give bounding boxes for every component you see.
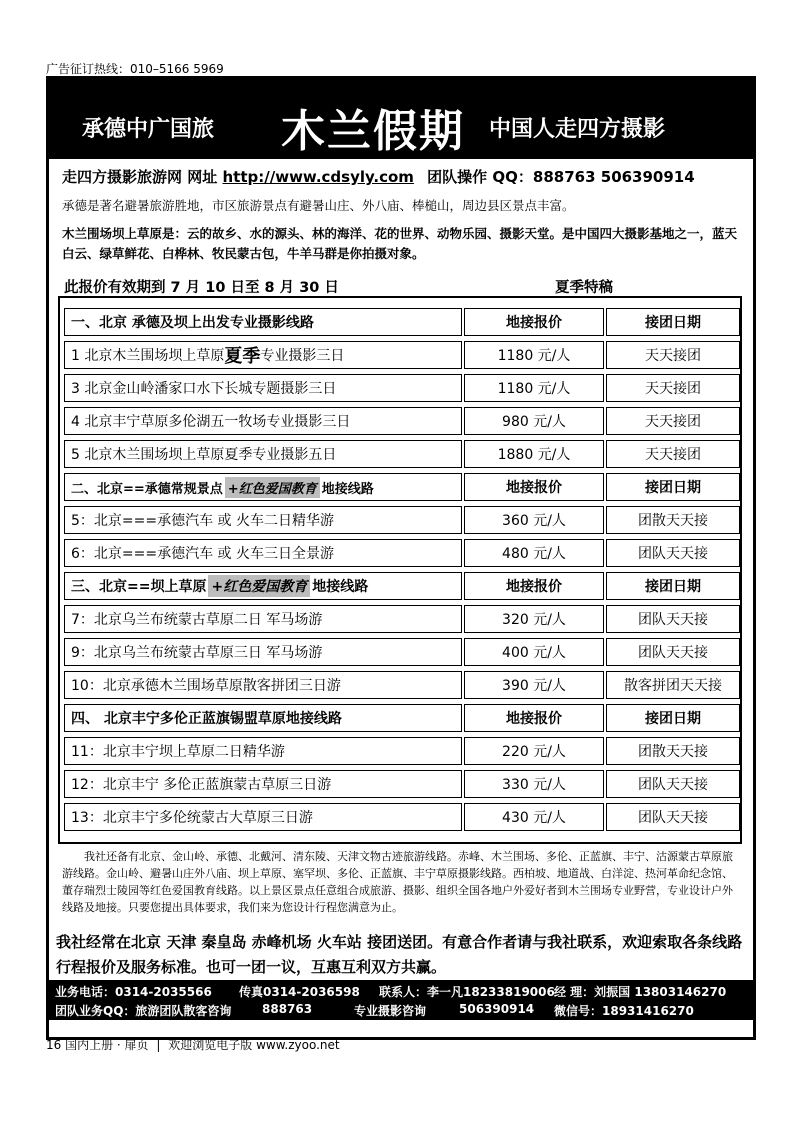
route-name: 13：北京丰宁多伦统蒙古大草原三日游 xyxy=(64,803,462,831)
route-schedule: 散客拼团天天接 xyxy=(606,671,740,699)
section-title xyxy=(64,572,462,600)
season-emphasis: 夏季 xyxy=(224,346,261,367)
validity-period: 此报价有效期到 7 月 10 日至 8 月 30 日 xyxy=(64,280,339,296)
route-price: 1880 元/人 xyxy=(464,440,604,468)
table-row xyxy=(64,341,740,369)
contact-bar xyxy=(49,980,753,1020)
route-name: 4 北京丰宁草原多伦湖五一牧场专业摄影三日 xyxy=(64,407,462,435)
banner-slogan: 中国人走四方摄影 xyxy=(489,117,666,142)
section-title-part: 三、北京==坝上草原 xyxy=(71,579,207,595)
table-row xyxy=(64,374,740,402)
price-header: 地接报价 xyxy=(464,308,604,336)
route-price: 360 元/人 xyxy=(464,506,604,534)
route-name: 5 北京木兰围场坝上草原夏季专业摄影五日 xyxy=(64,440,462,468)
intro-text: 承德是著名避暑旅游胜地，市区旅游景点有避暑山庄、外八庙、棒槌山，周边县区景点丰富。 xyxy=(62,198,575,213)
section-title-part: 地接线路 xyxy=(321,481,374,497)
banner-agency: 承德中广国旅 xyxy=(82,117,215,142)
table-row xyxy=(64,638,740,666)
price-header: 地接报价 xyxy=(464,473,604,501)
header-banner xyxy=(49,79,753,159)
section-title: 一、北京 承德及坝上出发专业摄影线路 xyxy=(64,308,462,336)
route-name-part: 专业摄影三日 xyxy=(260,348,345,364)
route-schedule: 团散天天接 xyxy=(606,506,740,534)
route-schedule: 天天接团 xyxy=(606,407,740,435)
section-header xyxy=(64,572,740,600)
red-education-highlight: +红色爱国教育 xyxy=(208,575,310,597)
website-link[interactable]: http://www.cdsyly.com xyxy=(222,168,414,186)
table-row xyxy=(64,407,740,435)
section-name: 国内上册 · 扉页 xyxy=(65,1038,149,1052)
route-schedule: 团队天天接 xyxy=(606,605,740,633)
route-name: 10：北京承德木兰围场草原散客拼团三日游 xyxy=(64,671,462,699)
table-row xyxy=(64,737,740,765)
page-footer xyxy=(46,1036,340,1053)
route-name: 7：北京乌兰布统蒙古草原二日 军马场游 xyxy=(64,605,462,633)
route-name-part: 1 北京木兰围场坝上草原 xyxy=(71,348,225,364)
cooperation-note: 我社经常在北京 天津 秦皇岛 赤峰机场 火车站 接团送团。有意合作者请与我社联系，欢迎索取各条线路行程报价及服务标准。也可一团一议，互惠互利双方共赢。 xyxy=(56,933,743,976)
price-table xyxy=(58,296,742,844)
qq-label: 团队操作 QQ： xyxy=(427,168,533,186)
route-schedule: 团队天天接 xyxy=(606,638,740,666)
section-header xyxy=(64,308,740,336)
route-price: 220 元/人 xyxy=(464,737,604,765)
route-price: 980 元/人 xyxy=(464,407,604,435)
grassland-description: 木兰围场坝上草原是：云的故乡、水的源头、林的海洋、花的世界、动物乐园、摄影天堂。是中国四大摄影基地之一，蓝天白云、绿草鲜花、白桦林、牧民蒙古包，牛羊马群是你拍摄对象。 xyxy=(62,226,738,261)
route-name: 9：北京乌兰布统蒙古草原三日 军马场游 xyxy=(64,638,462,666)
price-header: 地接报价 xyxy=(464,572,604,600)
fax-number: 传真0314-2036598 xyxy=(239,985,360,999)
qq-numbers: 888763 506390914 xyxy=(532,168,695,186)
date-header: 接团日期 xyxy=(606,308,740,336)
additional-routes-note: 我社还备有北京、金山岭、承德、北戴河、清东陵、天津文物古迹旅游线路。赤峰、木兰围场、多伦、正蓝旗、丰宁、沽源蒙古草原旅游线路。金山岭、避暑山庄外八庙、坝上草原、塞罕坝、多伦、正蓝旗、丰宁草原摄影线路。西柏坡、地道战、白洋淀、热河革命纪念馆、董存瑞烈士陵园等红色爱国教育线路。以上景区景点任意组合成旅游、摄影、组织全国各地户外爱好者到木兰围场专业野营，专业设计户外线路及地接。只要您提出具体要求，我们来为您设计行程您满意为止。 xyxy=(62,850,733,914)
section-title-part: 地接线路 xyxy=(312,579,369,595)
route-schedule: 天天接团 xyxy=(606,341,740,369)
contact-person: 联系人：李一凡18233819006 xyxy=(379,985,555,999)
route-schedule: 团散天天接 xyxy=(606,737,740,765)
page-number: 16 xyxy=(46,1038,62,1052)
site-name: 走四方摄影旅游网 xyxy=(62,168,183,186)
section-title xyxy=(64,473,462,501)
route-name: 12：北京丰宁 多伦正蓝旗蒙古草原三日游 xyxy=(64,770,462,798)
date-header: 接团日期 xyxy=(606,704,740,732)
footer-divider: | xyxy=(156,1038,161,1052)
route-price: 330 元/人 xyxy=(464,770,604,798)
route-price: 480 元/人 xyxy=(464,539,604,567)
table-row xyxy=(64,605,740,633)
qq-number-photo: 506390914 xyxy=(459,1002,535,1016)
ad-hotline: 广告征订热线：010–5166 5969 xyxy=(46,62,224,76)
wechat-id: 微信号：18931416270 xyxy=(554,1004,694,1018)
section-header xyxy=(64,473,740,501)
section-header xyxy=(64,704,740,732)
table-row xyxy=(64,506,740,534)
qq-number-group: 888763 xyxy=(262,1002,313,1016)
route-schedule: 团队天天接 xyxy=(606,770,740,798)
section-title-part: 二、北京==承德常规景点 xyxy=(71,481,223,497)
table-row xyxy=(64,539,740,567)
route-name: 11：北京丰宁坝上草原二日精华游 xyxy=(64,737,462,765)
price-header: 地接报价 xyxy=(464,704,604,732)
route-price: 320 元/人 xyxy=(464,605,604,633)
route-name: 5：北京===承德汽车 或 火车二日精华游 xyxy=(64,506,462,534)
route-schedule: 团队天天接 xyxy=(606,803,740,831)
date-header: 接团日期 xyxy=(606,473,740,501)
business-phone: 业务电话：0314-2035566 xyxy=(55,985,212,999)
route-schedule: 团队天天接 xyxy=(606,539,740,567)
route-name: 6：北京===承德汽车 或 火车三日全景游 xyxy=(64,539,462,567)
route-schedule: 天天接团 xyxy=(606,440,740,468)
date-header: 接团日期 xyxy=(606,572,740,600)
table-row xyxy=(64,671,740,699)
table-row xyxy=(64,803,740,831)
website-line xyxy=(62,166,695,187)
red-education-highlight: +红色爱国教育 xyxy=(225,477,320,498)
table-row xyxy=(64,440,740,468)
section-title: 四、 北京丰宁多伦正蓝旗锡盟草原地接线路 xyxy=(64,704,462,732)
qq-consult-label: 团队业务QQ：旅游团队散客咨询 xyxy=(55,1004,232,1018)
website-promo[interactable]: 欢迎浏览电子版 www.zyoo.net xyxy=(168,1038,340,1052)
special-edition-label: 夏季特稿 xyxy=(555,280,613,296)
route-price: 430 元/人 xyxy=(464,803,604,831)
route-schedule: 天天接团 xyxy=(606,374,740,402)
banner-title: 木兰假期 xyxy=(281,106,465,157)
manager-contact: 经 理：刘振国 13803146270 xyxy=(554,985,727,999)
photo-consult-label: 专业摄影咨询 xyxy=(354,1004,427,1018)
route-price: 390 元/人 xyxy=(464,671,604,699)
route-price: 1180 元/人 xyxy=(464,341,604,369)
url-label: 网址 xyxy=(187,168,218,186)
route-price: 1180 元/人 xyxy=(464,374,604,402)
route-name: 3 北京金山岭潘家口水下长城专题摄影三日 xyxy=(64,374,462,402)
route-price: 400 元/人 xyxy=(464,638,604,666)
table-row xyxy=(64,770,740,798)
route-name xyxy=(64,341,462,369)
